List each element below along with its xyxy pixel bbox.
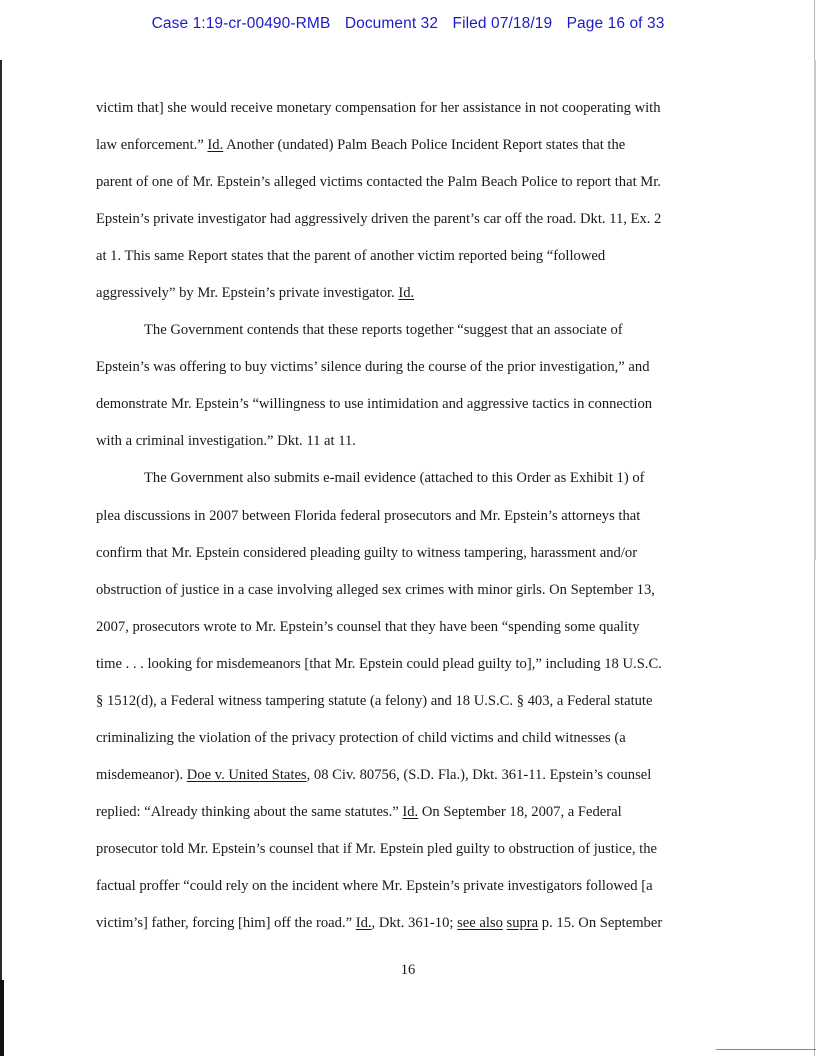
- text-line: [96, 831, 720, 868]
- text-segment: victim’s] father, forcing [him] off the road.”: [96, 915, 356, 932]
- scan-edge-left: [0, 60, 2, 1056]
- citation-underlined: see also: [457, 915, 503, 932]
- text-segment: Epstein’s private investigator had aggressively driven the parent’s car off the road. Dkt. 11, Ex. 2: [96, 211, 662, 228]
- paragraph: [96, 460, 720, 942]
- citation-underlined: supra: [506, 915, 539, 932]
- citation-underlined: Id.: [398, 285, 415, 302]
- ecf-header: [0, 15, 816, 33]
- text-line: [96, 164, 720, 201]
- text-segment: demonstrate Mr. Epstein’s “willingness to use intimidation and aggressive tactics in connection: [96, 396, 653, 413]
- citation-underlined: Id.: [207, 137, 224, 154]
- paragraph: [96, 312, 720, 460]
- text-line: [96, 238, 720, 275]
- text-line: [96, 275, 720, 312]
- text-line: [96, 535, 720, 572]
- text-segment: law enforcement.”: [96, 137, 208, 154]
- text-segment: The Government contends that these reports together “suggest that an associate of: [144, 322, 623, 339]
- text-segment: aggressively” by Mr. Epstein’s private investigator.: [96, 285, 399, 302]
- text-line: [96, 201, 720, 238]
- text-segment: , Dkt. 361-10;: [371, 915, 458, 932]
- text-segment: misdemeanor).: [96, 766, 187, 783]
- text-segment: prosecutor told Mr. Epstein’s counsel that if Mr. Epstein pled guilty to obstruction of justice, the: [96, 840, 657, 857]
- header-page-count: Page 16 of 33: [566, 15, 665, 32]
- text-segment: p. 15. On September: [538, 915, 663, 932]
- page-number: 16: [400, 962, 416, 978]
- text-line: [96, 460, 720, 497]
- text-line: [96, 646, 720, 683]
- citation-underlined: Id.: [402, 803, 419, 820]
- text-segment: Another (undated) Palm Beach Police Incident Report states that the: [223, 137, 626, 154]
- text-line: [96, 349, 720, 386]
- text-segment: The Government also submits e-mail evidence (attached to this Order as Exhibit 1) of: [144, 470, 645, 487]
- text-segment: factual proffer “could rely on the incident where Mr. Epstein’s private investigators followed [a: [96, 877, 653, 894]
- text-segment: § 1512(d), a Federal witness tampering statute (a felony) and 18 U.S.C. § 403, a Federal statute: [96, 692, 653, 709]
- text-line: [96, 757, 720, 794]
- text-segment: with a criminal investigation.” Dkt. 11 at 11.: [96, 433, 356, 450]
- text-segment: victim that] she would receive monetary compensation for her assistance in not cooperating with: [96, 100, 661, 116]
- text-segment: at 1. This same Report states that the parent of another victim reported being “followed: [96, 248, 606, 265]
- text-segment: criminalizing the violation of the privacy protection of child victims and child witnesses (a: [96, 729, 626, 746]
- text-line: [96, 905, 720, 942]
- scan-footer-rule: [716, 1049, 816, 1050]
- scan-edge-left-bottom: [0, 980, 4, 1056]
- text-segment: obstruction of justice in a case involving alleged sex crimes with minor girls. On September 13,: [96, 581, 655, 598]
- text-line: [96, 794, 720, 831]
- document-body: [96, 90, 720, 942]
- text-line: [96, 423, 720, 460]
- text-line: [96, 572, 720, 609]
- text-line: [96, 609, 720, 646]
- text-segment: On September 18, 2007, a Federal: [418, 803, 622, 820]
- text-segment: 2007, prosecutors wrote to Mr. Epstein’s counsel that they have been “spending some quality: [96, 618, 640, 635]
- header-case-number: Case 1:19-cr-00490-RMB: [151, 15, 331, 32]
- text-line: [96, 498, 720, 535]
- text-segment: plea discussions in 2007 between Florida federal prosecutors and Mr. Epstein’s attorneys that: [96, 507, 641, 524]
- paragraph: [96, 90, 720, 312]
- text-segment: parent of one of Mr. Epstein’s alleged victims contacted the Palm Beach Police to report that Mr.: [96, 174, 661, 191]
- text-line: [96, 90, 720, 127]
- text-line: [96, 720, 720, 757]
- header-filed-date: Filed 07/18/19: [452, 15, 553, 32]
- text-segment: time . . . looking for misdemeanors [that Mr. Epstein could plead guilty to],” including 18 U.S.C.: [96, 655, 662, 672]
- citation-underlined: Doe v. United States: [186, 766, 307, 783]
- text-line: [96, 683, 720, 720]
- text-line: [96, 386, 720, 423]
- text-line: [96, 868, 720, 905]
- text-line: [96, 312, 720, 349]
- text-segment: Epstein’s was offering to buy victims’ silence during the course of the prior investigation,” and: [96, 359, 650, 376]
- text-segment: , 08 Civ. 80756, (S.D. Fla.), Dkt. 361-11. Epstein’s counsel: [306, 766, 652, 783]
- text-segment: confirm that Mr. Epstein considered pleading guilty to witness tampering, harassment and/or: [96, 544, 638, 561]
- text-line: [96, 127, 720, 164]
- citation-underlined: Id.: [355, 915, 372, 932]
- text-segment: replied: “Already thinking about the same statutes.”: [96, 803, 403, 820]
- header-document-number: Document 32: [344, 15, 439, 32]
